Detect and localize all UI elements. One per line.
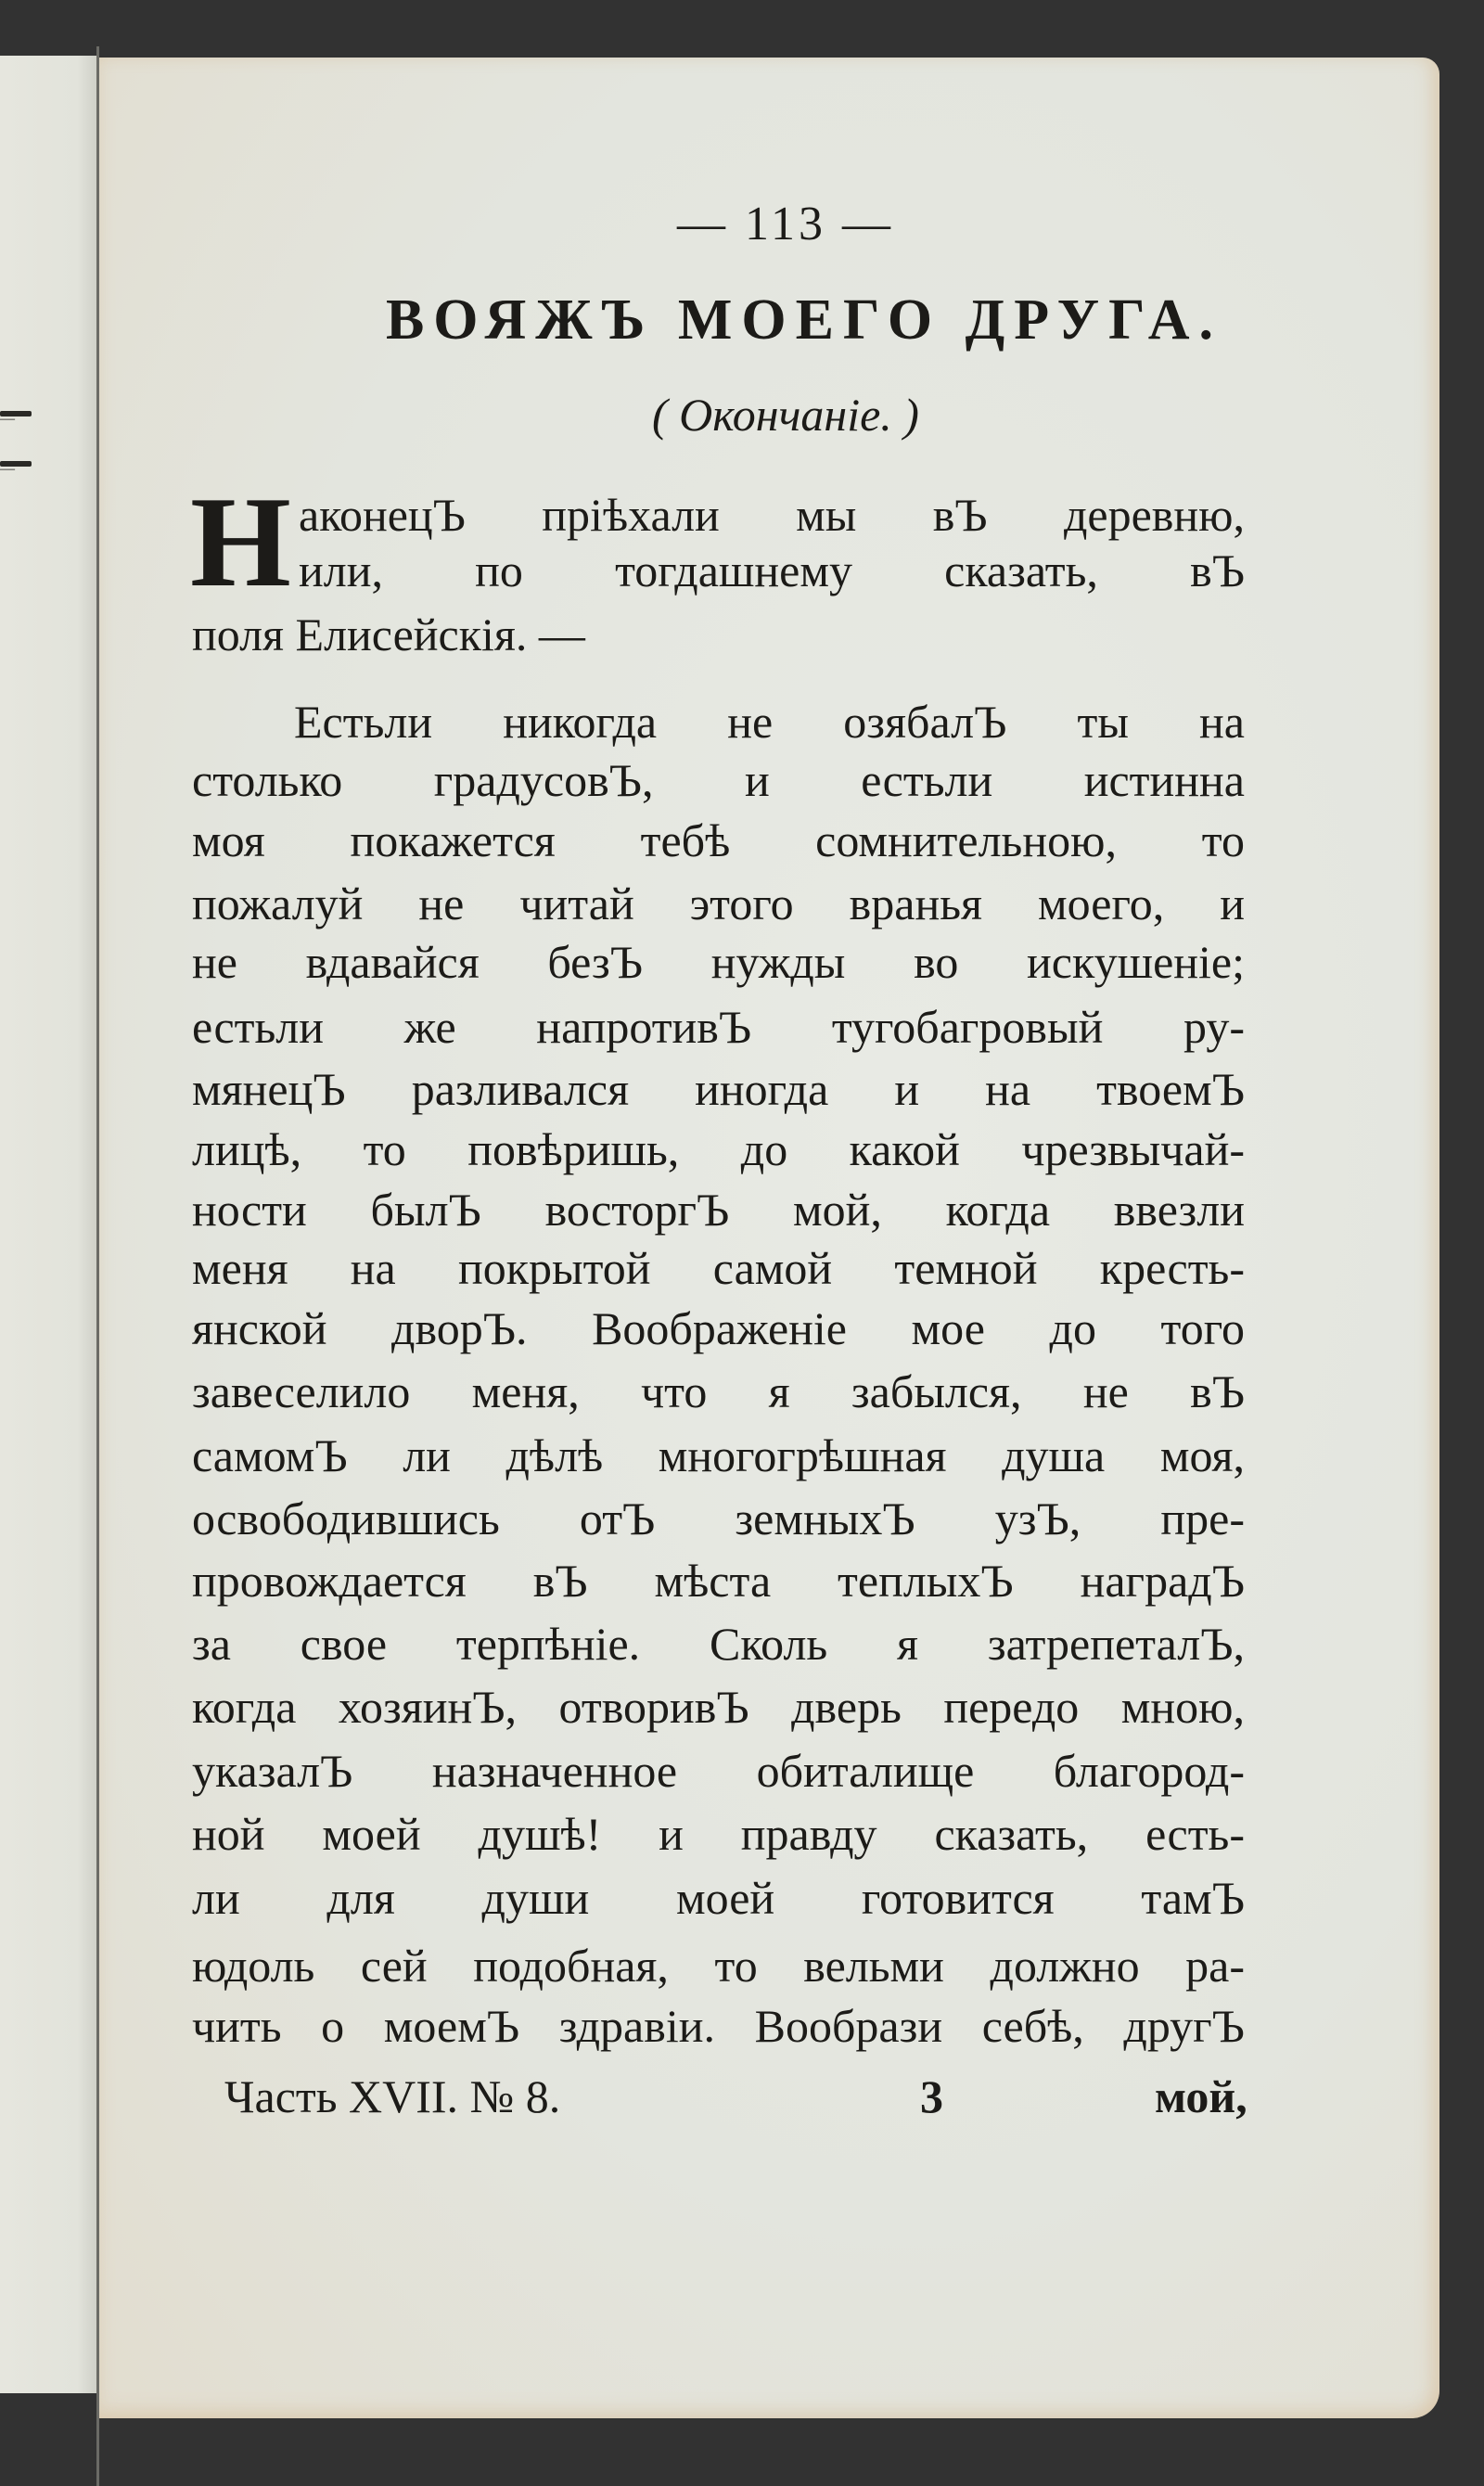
text-line: юдоль сей подобная, то вельми должно ра- (192, 1940, 1245, 1992)
text-line: не вдавайся безЪ нужды во искушеніе; (192, 936, 1245, 988)
text-line: поля Елисейскія. — (192, 609, 585, 660)
text-line: меня на покрытой самой темной кресть- (192, 1242, 1245, 1294)
text-line: ной моей душѣ! и правду сказать, есть- (192, 1808, 1245, 1860)
text-line: освободившись отЪ земныхЪ узЪ, пре- (192, 1493, 1245, 1544)
left-page-edge (0, 56, 96, 2393)
chapter-subtitle: ( Окончаніе. ) (652, 389, 919, 441)
text-line: когда хозяинЪ, отворивЪ дверь передо мною, (192, 1681, 1245, 1733)
text-line: ли для души моей готовится тамЪ (192, 1872, 1245, 1924)
book-page (99, 58, 1439, 2418)
text-line: ности былЪ восторгЪ мой, когда ввезли (192, 1184, 1245, 1236)
text-line: завеселило меня, что я забылся, не вЪ (192, 1365, 1245, 1417)
left-page-mark: — (0, 461, 32, 467)
text-line: провождается вЪ мѣста теплыхЪ наградЪ (192, 1555, 1245, 1607)
catchword: мой, (1155, 2070, 1247, 2122)
text-line: пожалуй не читай этого вранья моего, и (192, 878, 1245, 929)
drop-cap: Н (190, 470, 291, 614)
text-line: мянецЪ разливался иногда и на твоемЪ (192, 1063, 1245, 1115)
left-page-mark: — (0, 411, 32, 416)
text-line: за свое терпѣніе. Сколь я затрепеталЪ, (192, 1618, 1245, 1670)
text-line: янской дворЪ. Воображеніе мое до того (192, 1302, 1245, 1354)
text-line: чить о моемЪ здравіи. Вообрази себѣ, другЪ (192, 2000, 1245, 2052)
page-number: — 113 — (676, 198, 895, 250)
text-line: указалЪ назначенное обиталище благород- (192, 1745, 1245, 1797)
signature-mark: 3 (920, 2070, 943, 2122)
text-line: или, по тогдашнему сказать, вЪ (299, 545, 1245, 596)
text-line: самомЪ ли дѣлѣ многогрѣшная душа моя, (192, 1429, 1245, 1481)
text-line: естьли же напротивЪ тугобагровый ру- (192, 1001, 1245, 1053)
text-line: лицѣ, то повѣришь, до какой чрезвычай- (192, 1123, 1245, 1175)
volume-number: Часть XVII. № 8. (224, 2070, 561, 2122)
text-line: столько градусовЪ, и естьли истинна (192, 754, 1245, 806)
text-line: моя покажется тебѣ сомнительною, то (192, 814, 1245, 866)
chapter-title: ВОЯЖЪ МОЕГО ДРУГА. (385, 288, 1223, 352)
page-footer (99, 2069, 1439, 2124)
text-line: Естьли никогда не озябалЪ ты на (294, 696, 1245, 748)
text-line: аконецЪ пріѣхали мы вЪ деревню, (299, 489, 1245, 541)
